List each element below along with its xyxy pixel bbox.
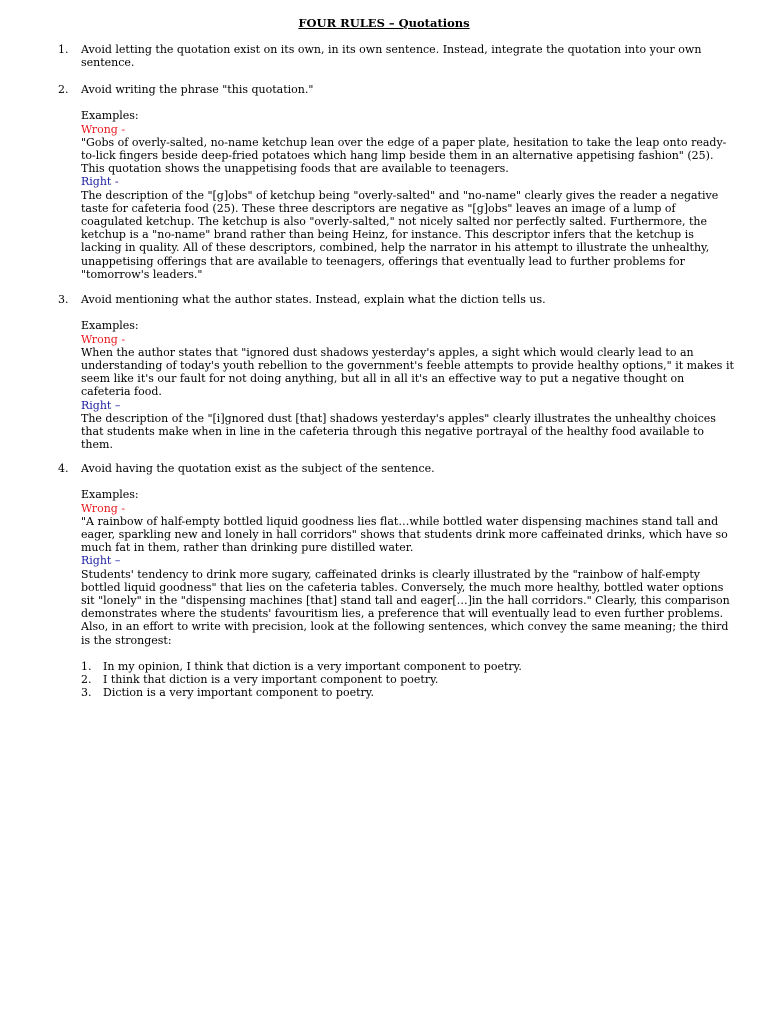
list-item-text: In my opinion, I think that diction is a very important component to poetry. bbox=[103, 660, 522, 674]
wrong-example: "Gobs of overly-salted, no-name ketchup lean over the edge of a paper plate, hesitation to take the leap onto ready-to-lick fingers beside deep-fried potatoes which hang limp beside them in an alternative appetising fashion" (25). This quotation shows the unappetising foods that are available to teenagers. bbox=[81, 135, 727, 176]
list-item-text: I think that diction is a very important component to poetry. bbox=[103, 673, 439, 687]
rule-2-number: 2. bbox=[58, 83, 69, 96]
right-label: Right – bbox=[81, 554, 121, 568]
right-example: Students' tendency to drink more sugary, caffeinated drinks is clearly illustrated by the "rainbow of half-empty bottled liquid goodness" that lies on the cafeteria tables. Conversely, the much more healthy, bottled water options sit "lonely" in the "dispensing machines [that] stand tall and eager[…]in the hall corridors." Clearly, this comparison demonstrates where the students' favouritism lies, a preference that will eventually lead to even further problems. bbox=[81, 567, 730, 621]
wrong-example: When the author states that "ignored dust shadows yesterday's apples, a sight which would clearly lead to an understanding of today's youth rebellion to the government's feeble attempts to provide healthy options," it makes it seem like it's our fault for not doing anything, but all in all it's an effective way to put a negative thought on cafeteria food. bbox=[81, 345, 734, 399]
list-item bbox=[81, 660, 736, 673]
rule-1-number: 1. bbox=[58, 43, 69, 56]
rule-4-text: Avoid having the quotation exist as the subject of the sentence. bbox=[81, 462, 435, 475]
rule-2 bbox=[58, 83, 736, 281]
rule-4 bbox=[58, 462, 736, 700]
list-item-text: Diction is a very important component to poetry. bbox=[103, 686, 375, 700]
examples-label: Examples: bbox=[81, 488, 139, 502]
rule-3-examples bbox=[81, 319, 736, 451]
wrong-example: "A rainbow of half-empty bottled liquid goodness lies flat…while bottled water dispensing machines stand tall and eager, sparkling new and lonely in hall corridors" shows that students drink more caffeinated drinks, which have so much fat in them, rather than drinking pure distilled water. bbox=[81, 514, 728, 555]
examples-label: Examples: bbox=[81, 109, 139, 123]
list-item-number: 2. bbox=[81, 673, 92, 687]
rule-2-examples bbox=[81, 109, 736, 281]
rule-3-text: Avoid mentioning what the author states. Instead, explain what the diction tells us. bbox=[81, 293, 546, 306]
precision-intro: Also, in an effort to write with precision, look at the following sentences, which convey the same meaning; the third is the strongest: bbox=[81, 620, 729, 647]
precision-sentences bbox=[81, 660, 736, 700]
rule-3-number: 3. bbox=[58, 293, 69, 306]
rule-4-examples bbox=[81, 488, 736, 699]
rule-2-text: Avoid writing the phrase "this quotation." bbox=[81, 83, 314, 96]
list-item bbox=[81, 686, 736, 699]
wrong-label: Wrong - bbox=[81, 501, 126, 515]
list-item-number: 3. bbox=[81, 686, 92, 700]
rule-4-number: 4. bbox=[58, 462, 69, 475]
right-example: The description of the "[i]gnored dust [that] shadows yesterday's apples" clearly illustrates the unhealthy choices that students make when in line in the cafeteria through this negative portrayal of the healthy food available to them. bbox=[81, 411, 716, 452]
right-label: Right - bbox=[81, 175, 119, 189]
rule-3 bbox=[58, 293, 736, 451]
wrong-label: Wrong - bbox=[81, 332, 126, 346]
right-label: Right – bbox=[81, 398, 121, 412]
page-title: FOUR RULES – Quotations bbox=[298, 16, 470, 30]
list-item-number: 1. bbox=[81, 660, 92, 674]
rule-1-text: Avoid letting the quotation exist on its own, in its own sentence. Instead, integrate the quotation into your own sentence. bbox=[81, 43, 702, 70]
right-example: The description of the "[g]obs" of ketchup being "overly-salted" and "no-name" clearly gives the reader a negative taste for cafeteria food (25). These three descriptors are negative as "[g]obs" leaves an image of a lump of coagulated ketchup. The ketchup is also "overly-salted," not nicely salted nor perfectly salted. Furthermore, the ketchup is a "no-name" brand rather than being Heinz, for instance. This descriptor infers that the ketchup is lacking in quality. All of these descriptors, combined, help the narrator in his attempt to illustrate the unhealthy, unappetising offerings that are available to teenagers, offerings that eventually lead to further problems for "tomorrow's leaders." bbox=[81, 188, 719, 281]
wrong-label: Wrong - bbox=[81, 122, 126, 136]
examples-label: Examples: bbox=[81, 319, 139, 333]
rule-1 bbox=[58, 43, 736, 69]
list-item bbox=[81, 673, 736, 686]
